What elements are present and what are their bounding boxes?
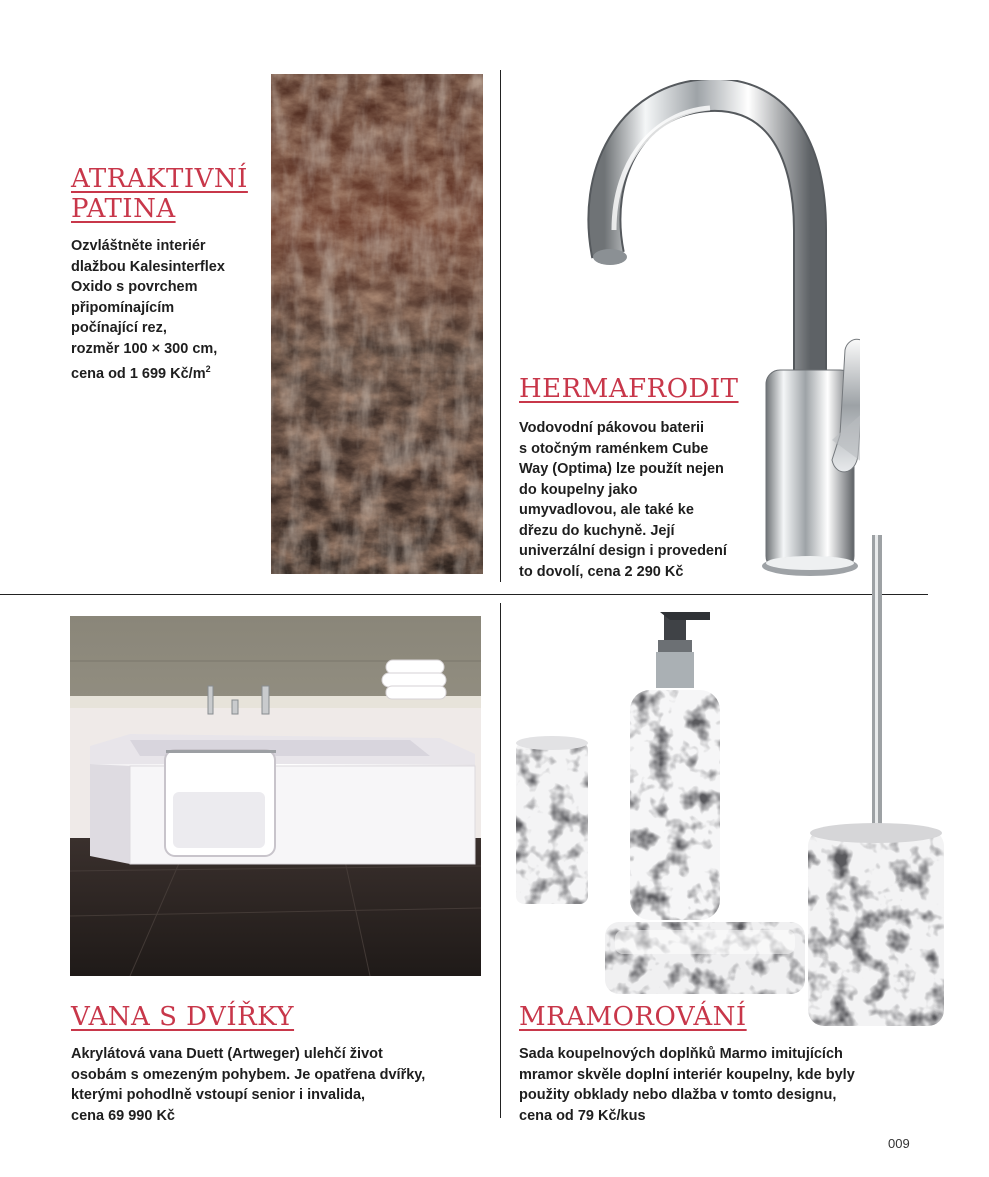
section-title-patina: ATRAKTIVNÍ PATINA — [71, 164, 248, 224]
vertical-divider-top — [500, 70, 501, 582]
page-number: 009 — [888, 1136, 910, 1151]
section-title-vana: VANA S DVÍŘKY — [71, 1002, 295, 1032]
vertical-divider-bottom — [500, 603, 501, 1118]
section-text-patina: Ozvláštněte interiér dlažbou Kalesinterflex Oxido s povrchem připomínajícím počínající rez, rozměr 100 × 300 cm, cena od 1 699 $Kč/m^2$ — [71, 238, 225, 382]
section-text-hermafrodit: Vodovodní pákovou baterii s otočným raménkem Cube Way (Optima) lze použít nejen do koupelny jako umyvadlovou, ale také ke dřezu do kuchyně. Její univerzální design i provedení to dovolí, cena 2 290 Kč — [519, 420, 727, 580]
section-text-mramorovani: Sada koupelnových doplňků Marmo imitujících mramor skvěle doplní interiér koupelny, kde byly použity obklady nebo dlažba v tomto designu, cena od 79 Kč/kus — [519, 1046, 855, 1124]
bathtub-image — [70, 616, 481, 976]
section-title-hermafrodit: HERMAFRODIT — [519, 374, 739, 404]
rust-tile-image — [271, 74, 483, 574]
marble-accessories-image — [510, 530, 950, 1030]
section-title-mramorovani: MRAMOROVÁNÍ — [519, 1002, 747, 1032]
section-text-vana: Akrylátová vana Duett (Artweger) ulehčí život osobám s omezeným pohybem. Je opatřena dvířky, kterými pohodlně vstoupí senior i invalida, cena 69 990 Kč — [71, 1046, 426, 1124]
